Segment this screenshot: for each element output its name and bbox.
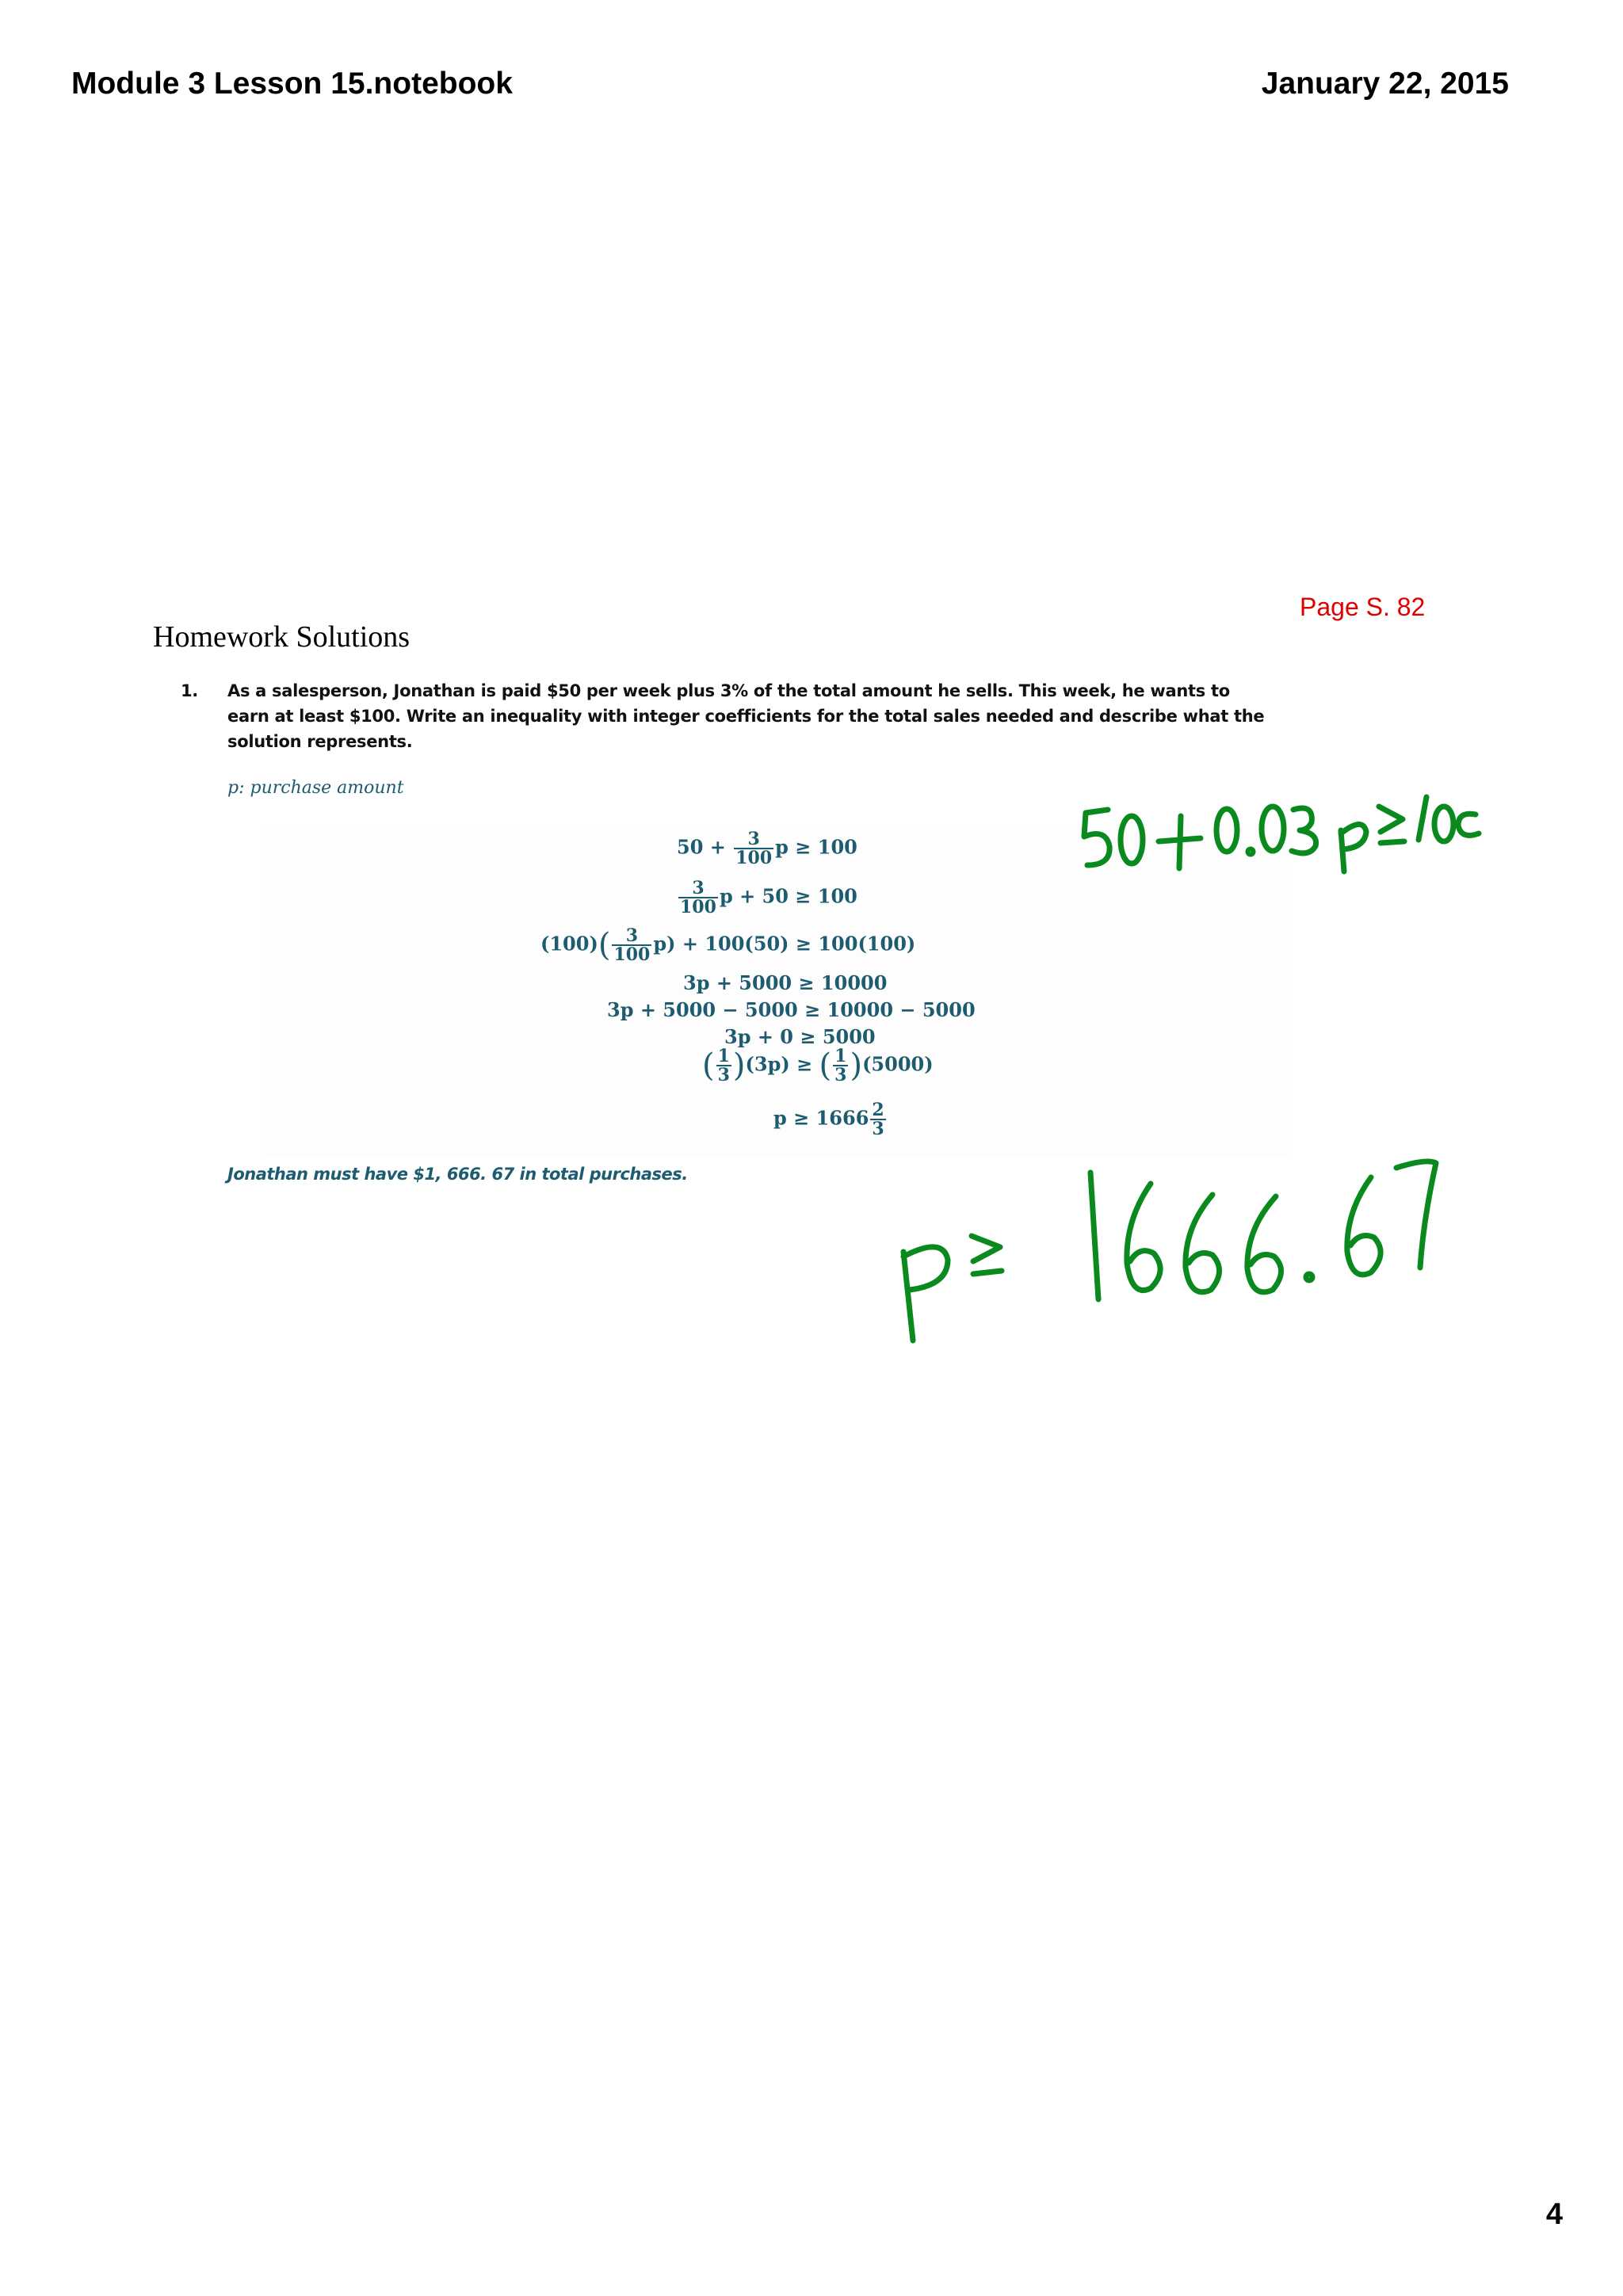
handwritten-solution <box>903 1161 1436 1341</box>
problem-text: As a salesperson, Jonathan is paid $50 per week plus 3% of the total amount he sells. This week, he wants to earn at least $100. Write an inequality with integer coefficients for the total sales needed and describe what the solution represents. <box>227 681 1265 751</box>
page-number: 4 <box>1545 2198 1563 2231</box>
step-7: ( $\frac{1}{3}$ )(3p) ≥ ( $\frac{1}{3}$ )(5000) <box>702 1046 934 1085</box>
step-4: 3p + 5000 ≥ 10000 <box>683 971 888 994</box>
fraction: $\frac{2}{3}$ <box>872 1100 884 1139</box>
step-3: (100)( $\frac{3}{100}$ p) + 100(50) ≥ 100(100) <box>540 925 916 965</box>
section-title: Homework Solutions <box>153 620 411 654</box>
page-reference: Page S. 82 <box>1300 593 1426 621</box>
fraction: $\frac{1}{3}$ <box>717 1046 730 1085</box>
fraction: $\frac{3}{100}$ <box>735 829 773 868</box>
conclusion-text: Jonathan must have $1, 666. 67 in total purchases. <box>227 1165 688 1184</box>
step-8: p ≥ 1666 $\frac{2}{3}$ <box>773 1100 884 1139</box>
fraction: $\frac{1}{3}$ <box>834 1046 847 1085</box>
notebook-title: Module 3 Lesson 15.notebook <box>71 67 513 101</box>
variable-definition: p: purchase amount <box>227 778 404 798</box>
step-1: 50 + $\frac{3}{100}$ p ≥ 100 <box>677 829 857 868</box>
notebook-date: January 22, 2015 <box>1261 67 1509 101</box>
step-2: $\frac{3}{100}$ p + 50 ≥ 100 <box>680 878 857 917</box>
step-5: 3p + 5000 − 5000 ≥ 10000 − 5000 <box>607 998 976 1021</box>
solution-steps <box>262 824 1292 1157</box>
fraction: $\frac{3}{100}$ <box>680 878 716 917</box>
step-6: 3p + 0 ≥ 5000 <box>724 1025 876 1048</box>
fraction: $\frac{3}{100}$ <box>613 925 651 965</box>
problem-number: 1. <box>181 681 198 700</box>
